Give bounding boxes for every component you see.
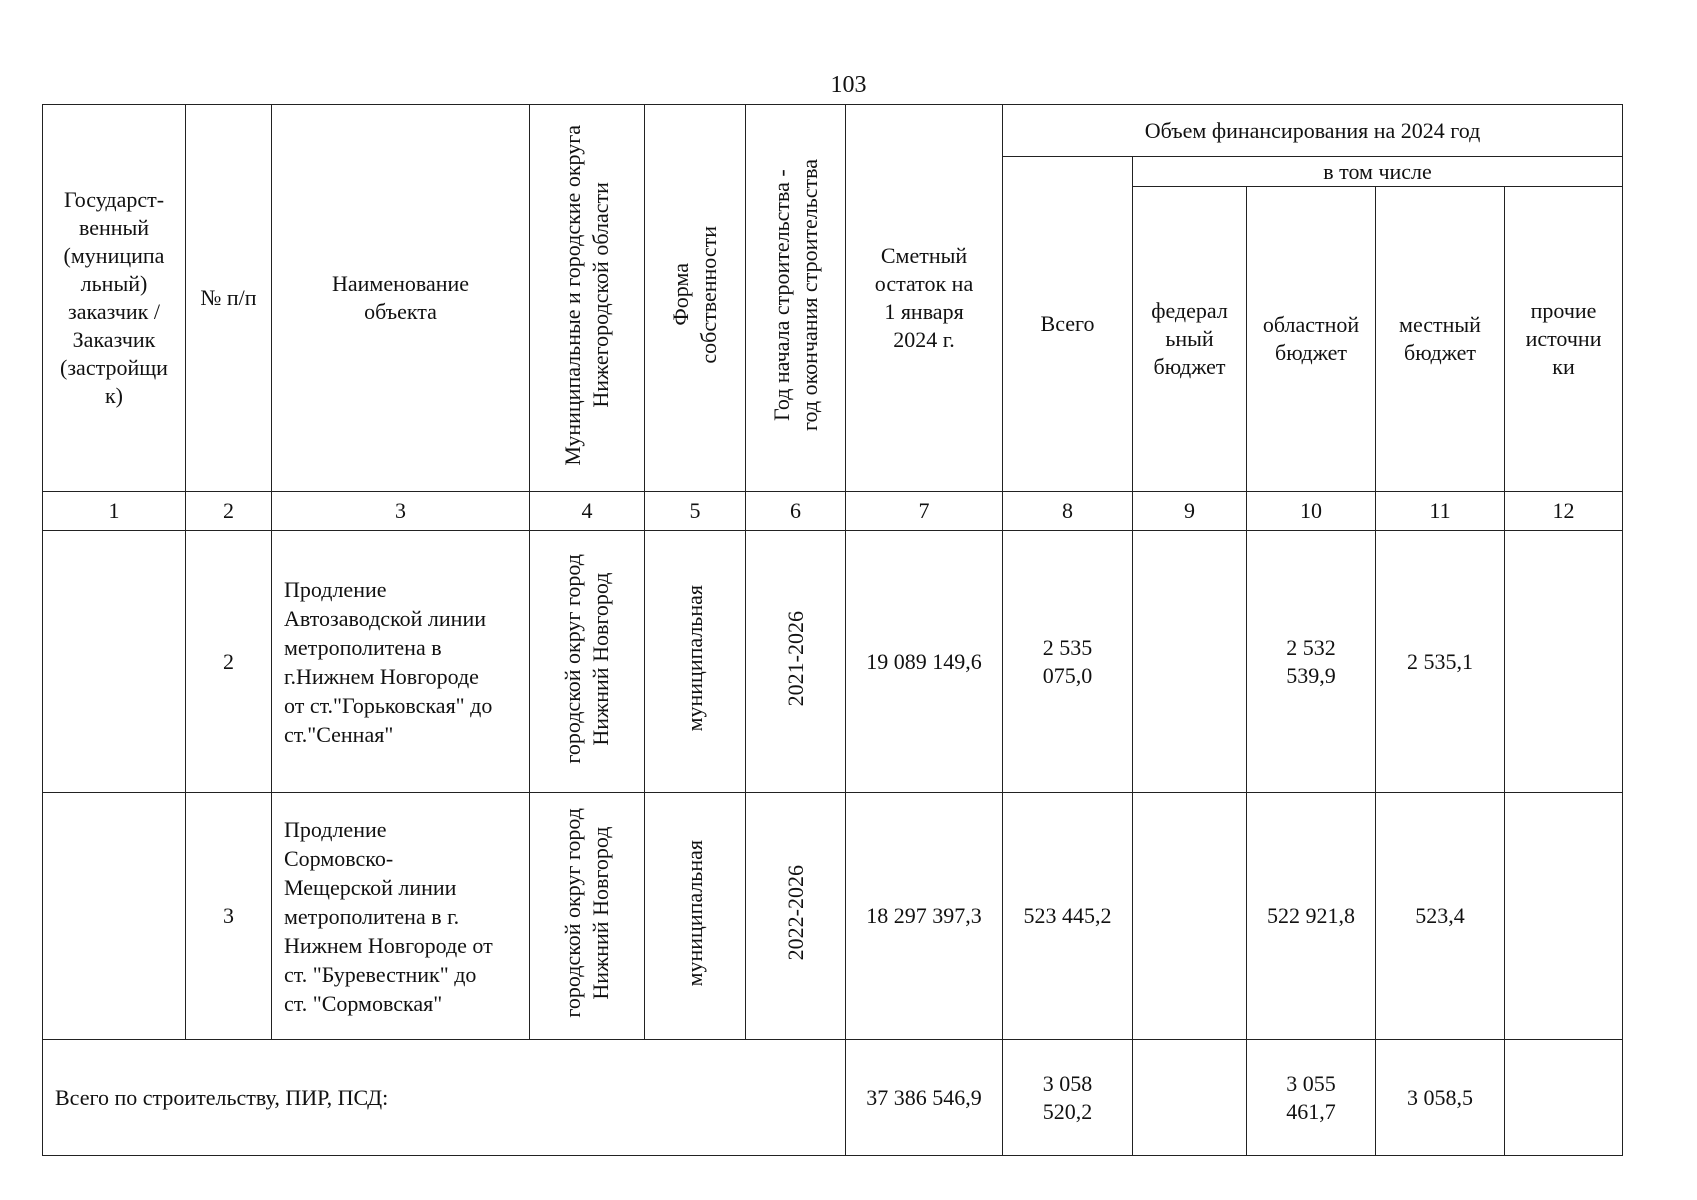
row-estimate: 18 297 397,3 xyxy=(846,793,1003,1040)
header-including: в том числе xyxy=(1133,157,1623,187)
totals-label: Всего по строительству, ПИР, ПСД: xyxy=(43,1040,846,1156)
column-number: 6 xyxy=(746,492,846,531)
row-years: 2021-2026 xyxy=(746,531,846,793)
column-number: 5 xyxy=(645,492,746,531)
table-row xyxy=(43,793,1623,1040)
totals-estimate: 37 386 546,9 xyxy=(846,1040,1003,1156)
column-number: 4 xyxy=(530,492,645,531)
page-number: 103 xyxy=(830,72,867,98)
header-other: прочие источни ки xyxy=(1505,187,1623,492)
header-districts: Муниципальные и городские округа Нижегородской области xyxy=(530,105,645,492)
row-district: городской округ город Нижний Новгород xyxy=(530,793,645,1040)
totals-local: 3 058,5 xyxy=(1376,1040,1505,1156)
row-regional: 2 532 539,9 xyxy=(1247,531,1376,793)
column-number: 11 xyxy=(1376,492,1505,531)
row-customer xyxy=(43,793,186,1040)
row-number: 2 xyxy=(186,531,272,793)
column-number: 1 xyxy=(43,492,186,531)
row-local: 2 535,1 xyxy=(1376,531,1505,793)
financing-table xyxy=(42,104,1623,1156)
row-estimate: 19 089 149,6 xyxy=(846,531,1003,793)
column-number: 12 xyxy=(1505,492,1623,531)
header-ownership: Форма собственности xyxy=(645,105,746,492)
totals-federal xyxy=(1133,1040,1247,1156)
row-local: 523,4 xyxy=(1376,793,1505,1040)
header-local: местный бюджет xyxy=(1376,187,1505,492)
header-row-1 xyxy=(43,105,1623,157)
row-ownership: муниципальная xyxy=(645,531,746,793)
totals-other xyxy=(1505,1040,1623,1156)
header-estimate: Сметный остаток на 1 января 2024 г. xyxy=(846,105,1003,492)
row-ownership: муниципальная xyxy=(645,793,746,1040)
header-regional: областной бюджет xyxy=(1247,187,1376,492)
header-funding-group: Объем финансирования на 2024 год xyxy=(1003,105,1623,157)
totals-row xyxy=(43,1040,1623,1156)
row-other xyxy=(1505,793,1623,1040)
column-number-row xyxy=(43,492,1623,531)
column-number: 3 xyxy=(272,492,530,531)
row-number: 3 xyxy=(186,793,272,1040)
row-federal xyxy=(1133,531,1247,793)
header-federal: федерал ьный бюджет xyxy=(1133,187,1247,492)
row-other xyxy=(1505,531,1623,793)
column-number: 10 xyxy=(1247,492,1376,531)
column-number: 9 xyxy=(1133,492,1247,531)
column-number: 7 xyxy=(846,492,1003,531)
header-object-name: Наименование объекта xyxy=(272,105,530,492)
header-number: № п/п xyxy=(186,105,272,492)
row-years: 2022-2026 xyxy=(746,793,846,1040)
row-total: 2 535 075,0 xyxy=(1003,531,1133,793)
row-total: 523 445,2 xyxy=(1003,793,1133,1040)
header-total: Всего xyxy=(1003,157,1133,492)
column-number: 2 xyxy=(186,492,272,531)
row-customer xyxy=(43,531,186,793)
header-years: Год начала строительства - год окончания строительства xyxy=(746,105,846,492)
header-customer: Государст- венный (муниципа льный) заказчик / Заказчик (застройщи к) xyxy=(43,105,186,492)
table-row xyxy=(43,531,1623,793)
totals-total: 3 058 520,2 xyxy=(1003,1040,1133,1156)
row-regional: 522 921,8 xyxy=(1247,793,1376,1040)
totals-regional: 3 055 461,7 xyxy=(1247,1040,1376,1156)
column-number: 8 xyxy=(1003,492,1133,531)
row-district: городской округ город Нижний Новгород xyxy=(530,531,645,793)
row-object-name: Продление Сормовско- Мещерской линии метрополитена в г. Нижнем Новгороде от ст. "Буревестник" до ст. "Сормовская" xyxy=(272,793,530,1040)
row-federal xyxy=(1133,793,1247,1040)
row-object-name: Продление Автозаводской линии метрополитена в г.Нижнем Новгороде от ст."Горьковская" до ст."Сенная" xyxy=(272,531,530,793)
